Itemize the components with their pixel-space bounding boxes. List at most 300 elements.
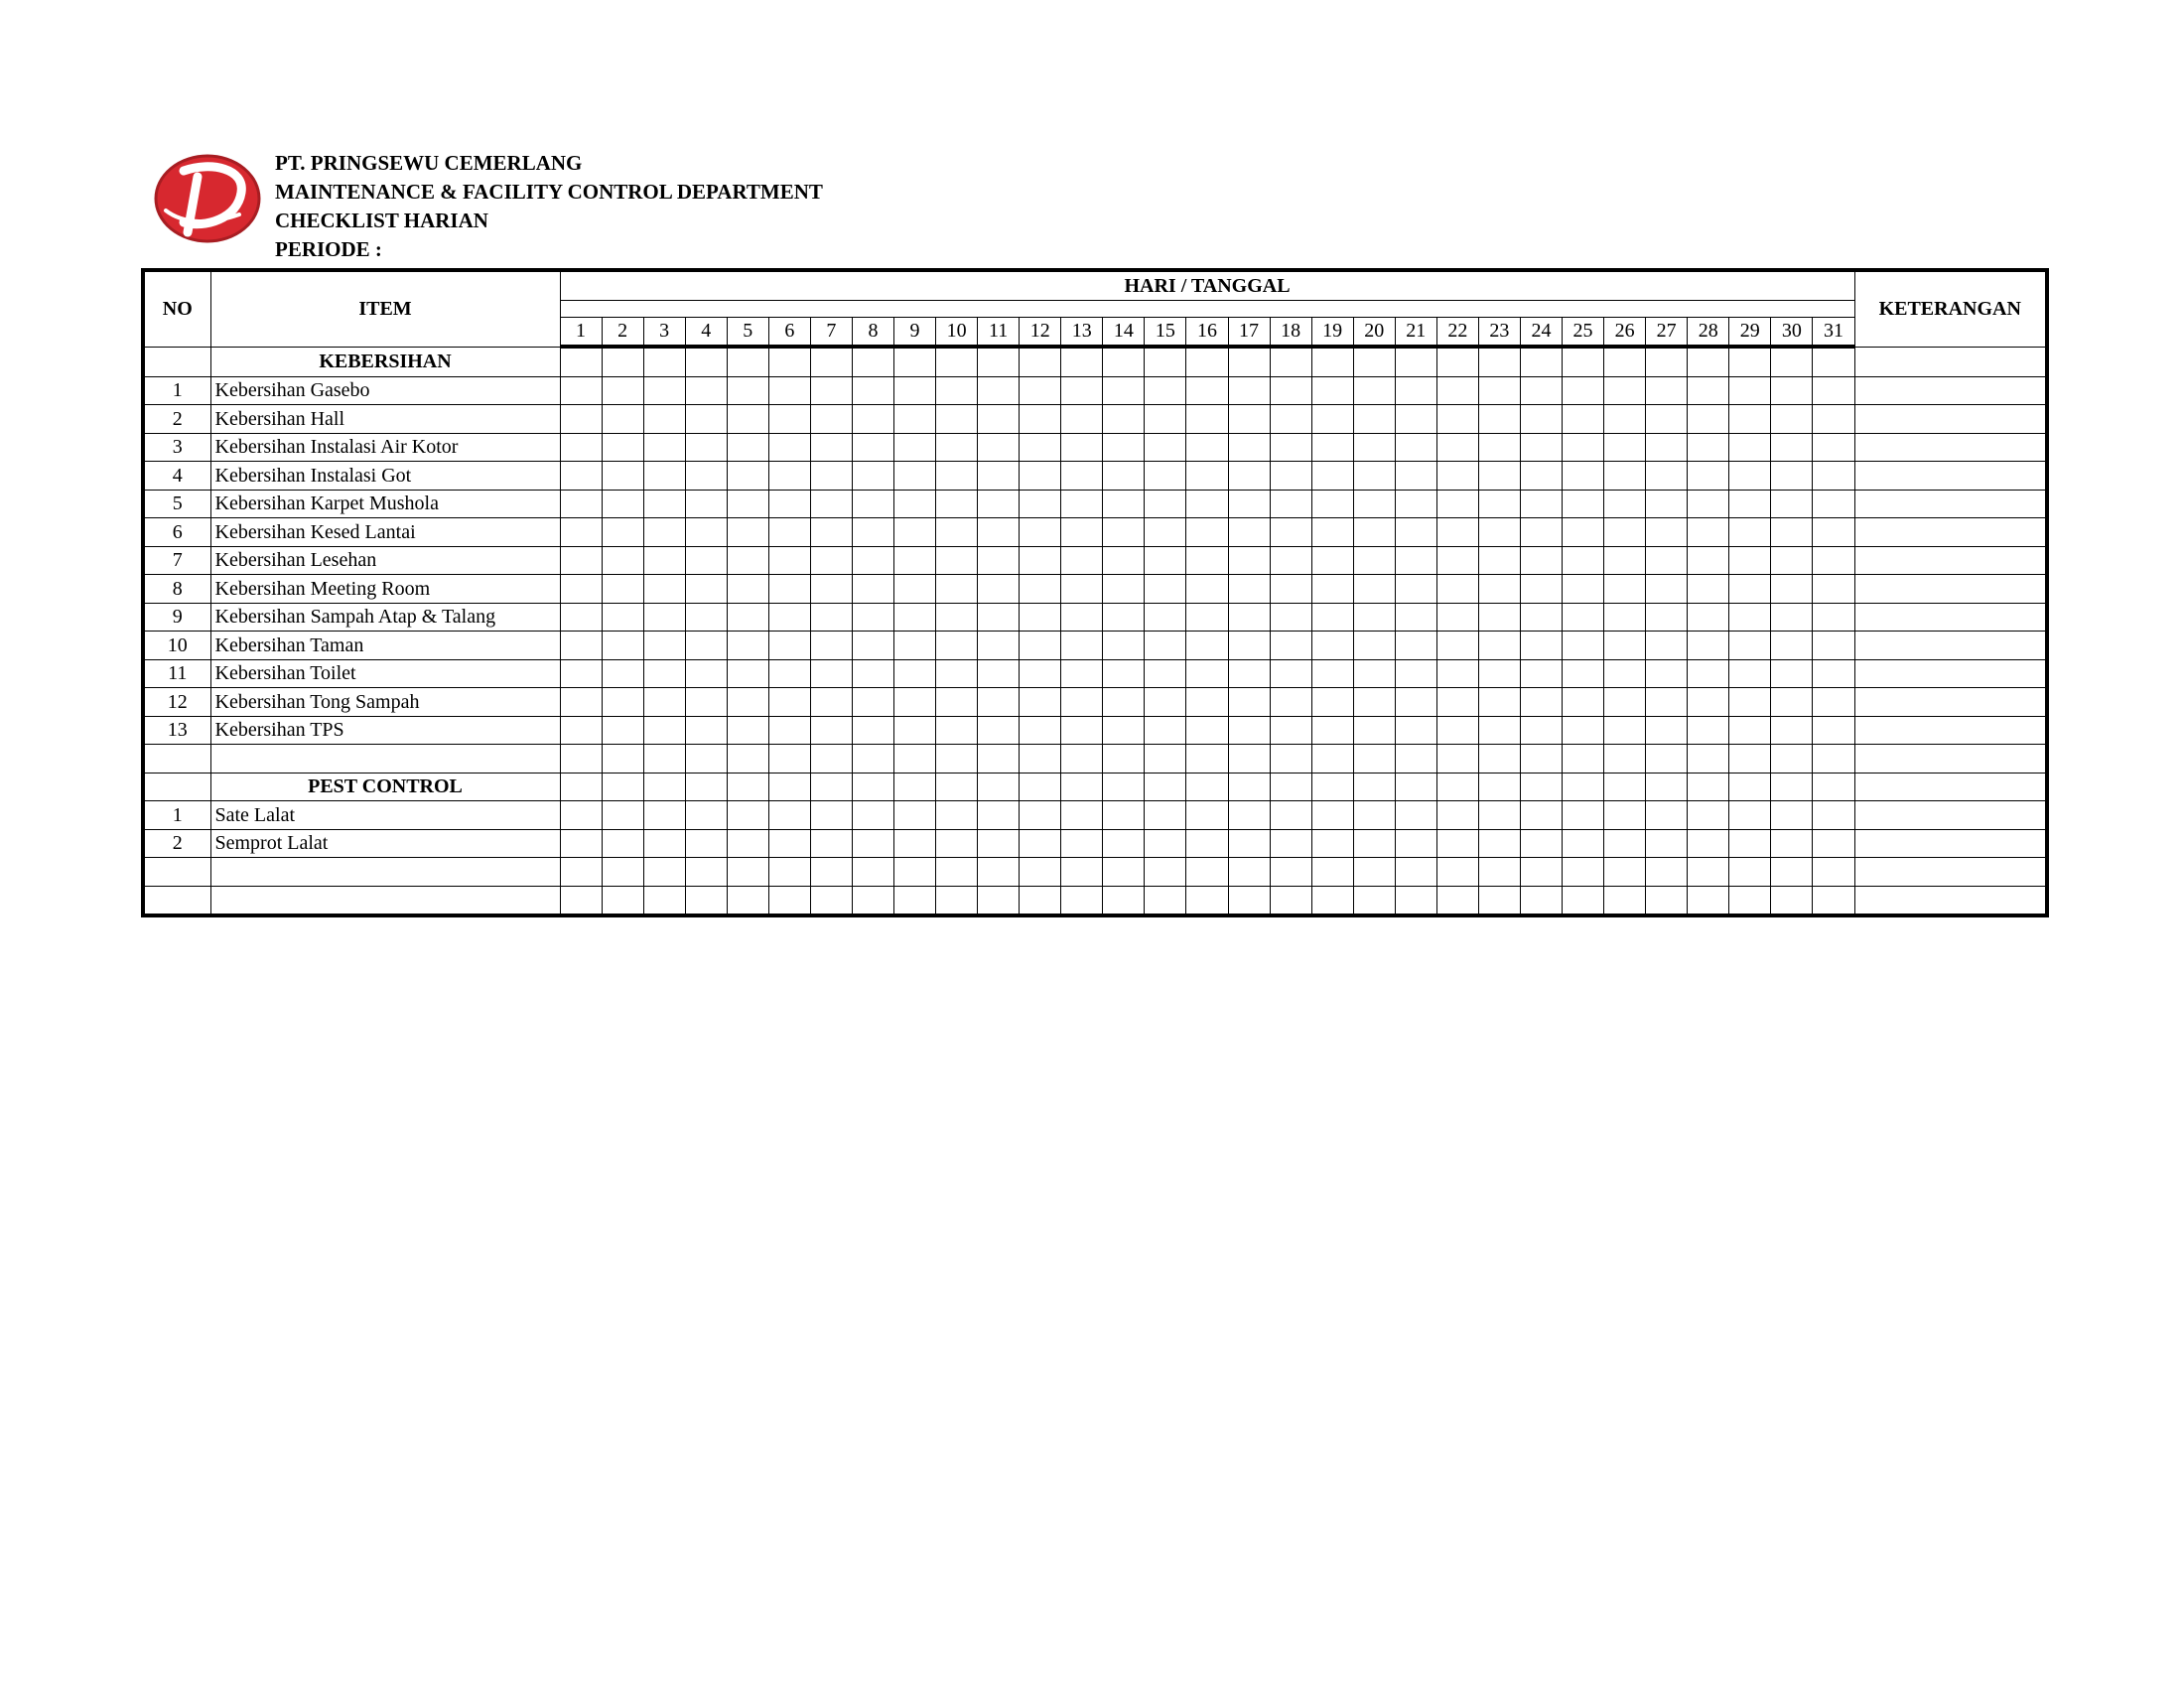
check-cell-day-11[interactable]	[978, 745, 1020, 774]
check-cell-day-5[interactable]	[727, 546, 768, 575]
check-cell-day-13[interactable]	[1061, 886, 1103, 915]
check-cell-day-31[interactable]	[1813, 347, 1854, 376]
check-cell-day-2[interactable]	[602, 829, 643, 858]
check-cell-day-2[interactable]	[602, 773, 643, 801]
check-cell-day-17[interactable]	[1228, 716, 1270, 745]
check-cell-day-31[interactable]	[1813, 632, 1854, 660]
check-cell-day-27[interactable]	[1646, 659, 1688, 688]
check-cell-day-28[interactable]	[1688, 858, 1729, 887]
check-cell-day-5[interactable]	[727, 659, 768, 688]
check-cell-day-8[interactable]	[852, 716, 893, 745]
check-cell-day-28[interactable]	[1688, 688, 1729, 717]
check-cell-day-9[interactable]	[894, 347, 936, 376]
check-cell-day-31[interactable]	[1813, 659, 1854, 688]
check-cell-day-17[interactable]	[1228, 490, 1270, 518]
check-cell-day-4[interactable]	[685, 603, 727, 632]
check-cell-day-26[interactable]	[1604, 801, 1646, 830]
check-cell-day-11[interactable]	[978, 376, 1020, 405]
check-cell-day-15[interactable]	[1145, 490, 1186, 518]
check-cell-day-13[interactable]	[1061, 347, 1103, 376]
check-cell-day-1[interactable]	[560, 433, 602, 462]
check-cell-day-12[interactable]	[1020, 745, 1061, 774]
check-cell-day-13[interactable]	[1061, 773, 1103, 801]
check-cell-day-23[interactable]	[1478, 886, 1520, 915]
check-cell-day-27[interactable]	[1646, 462, 1688, 491]
check-cell-day-16[interactable]	[1186, 405, 1228, 434]
check-cell-day-26[interactable]	[1604, 886, 1646, 915]
check-cell-day-23[interactable]	[1478, 518, 1520, 547]
check-cell-day-17[interactable]	[1228, 659, 1270, 688]
check-cell-day-16[interactable]	[1186, 801, 1228, 830]
check-cell-day-25[interactable]	[1563, 829, 1604, 858]
check-cell-day-24[interactable]	[1520, 688, 1562, 717]
check-cell-day-23[interactable]	[1478, 829, 1520, 858]
check-cell-day-24[interactable]	[1520, 433, 1562, 462]
check-cell-day-1[interactable]	[560, 773, 602, 801]
check-cell-day-18[interactable]	[1270, 716, 1311, 745]
check-cell-day-4[interactable]	[685, 347, 727, 376]
notes-cell[interactable]	[1854, 405, 2047, 434]
notes-cell[interactable]	[1854, 773, 2047, 801]
check-cell-day-21[interactable]	[1395, 659, 1436, 688]
check-cell-day-3[interactable]	[643, 858, 685, 887]
check-cell-day-14[interactable]	[1103, 716, 1145, 745]
check-cell-day-6[interactable]	[768, 433, 810, 462]
check-cell-day-17[interactable]	[1228, 829, 1270, 858]
check-cell-day-19[interactable]	[1311, 773, 1353, 801]
check-cell-day-11[interactable]	[978, 829, 1020, 858]
check-cell-day-10[interactable]	[936, 518, 978, 547]
check-cell-day-11[interactable]	[978, 518, 1020, 547]
check-cell-day-10[interactable]	[936, 829, 978, 858]
check-cell-day-24[interactable]	[1520, 575, 1562, 604]
check-cell-day-4[interactable]	[685, 405, 727, 434]
check-cell-day-1[interactable]	[560, 886, 602, 915]
check-cell-day-28[interactable]	[1688, 347, 1729, 376]
row-number[interactable]	[143, 858, 210, 887]
check-cell-day-11[interactable]	[978, 575, 1020, 604]
check-cell-day-29[interactable]	[1729, 745, 1771, 774]
check-cell-day-17[interactable]	[1228, 575, 1270, 604]
check-cell-day-4[interactable]	[685, 376, 727, 405]
check-cell-day-2[interactable]	[602, 575, 643, 604]
check-cell-day-18[interactable]	[1270, 518, 1311, 547]
check-cell-day-22[interactable]	[1436, 688, 1478, 717]
check-cell-day-22[interactable]	[1436, 546, 1478, 575]
check-cell-day-19[interactable]	[1311, 688, 1353, 717]
check-cell-day-22[interactable]	[1436, 518, 1478, 547]
check-cell-day-30[interactable]	[1771, 575, 1813, 604]
check-cell-day-16[interactable]	[1186, 886, 1228, 915]
check-cell-day-9[interactable]	[894, 603, 936, 632]
check-cell-day-31[interactable]	[1813, 745, 1854, 774]
check-cell-day-12[interactable]	[1020, 575, 1061, 604]
check-cell-day-1[interactable]	[560, 801, 602, 830]
check-cell-day-15[interactable]	[1145, 659, 1186, 688]
check-cell-day-22[interactable]	[1436, 462, 1478, 491]
check-cell-day-22[interactable]	[1436, 773, 1478, 801]
check-cell-day-15[interactable]	[1145, 745, 1186, 774]
check-cell-day-12[interactable]	[1020, 603, 1061, 632]
check-cell-day-22[interactable]	[1436, 632, 1478, 660]
check-cell-day-30[interactable]	[1771, 858, 1813, 887]
check-cell-day-27[interactable]	[1646, 518, 1688, 547]
check-cell-day-24[interactable]	[1520, 801, 1562, 830]
check-cell-day-26[interactable]	[1604, 546, 1646, 575]
check-cell-day-16[interactable]	[1186, 632, 1228, 660]
check-cell-day-18[interactable]	[1270, 405, 1311, 434]
check-cell-day-12[interactable]	[1020, 405, 1061, 434]
check-cell-day-30[interactable]	[1771, 546, 1813, 575]
check-cell-day-22[interactable]	[1436, 858, 1478, 887]
check-cell-day-10[interactable]	[936, 773, 978, 801]
check-cell-day-21[interactable]	[1395, 858, 1436, 887]
check-cell-day-15[interactable]	[1145, 688, 1186, 717]
check-cell-day-22[interactable]	[1436, 405, 1478, 434]
check-cell-day-4[interactable]	[685, 462, 727, 491]
check-cell-day-10[interactable]	[936, 688, 978, 717]
check-cell-day-7[interactable]	[810, 688, 852, 717]
check-cell-day-16[interactable]	[1186, 603, 1228, 632]
notes-cell[interactable]	[1854, 858, 2047, 887]
check-cell-day-20[interactable]	[1353, 405, 1395, 434]
check-cell-day-24[interactable]	[1520, 546, 1562, 575]
check-cell-day-2[interactable]	[602, 632, 643, 660]
check-cell-day-15[interactable]	[1145, 546, 1186, 575]
check-cell-day-23[interactable]	[1478, 575, 1520, 604]
check-cell-day-16[interactable]	[1186, 829, 1228, 858]
check-cell-day-25[interactable]	[1563, 546, 1604, 575]
check-cell-day-3[interactable]	[643, 773, 685, 801]
check-cell-day-26[interactable]	[1604, 632, 1646, 660]
check-cell-day-8[interactable]	[852, 347, 893, 376]
check-cell-day-19[interactable]	[1311, 858, 1353, 887]
check-cell-day-15[interactable]	[1145, 433, 1186, 462]
check-cell-day-6[interactable]	[768, 603, 810, 632]
check-cell-day-20[interactable]	[1353, 829, 1395, 858]
check-cell-day-19[interactable]	[1311, 603, 1353, 632]
check-cell-day-22[interactable]	[1436, 575, 1478, 604]
check-cell-day-7[interactable]	[810, 603, 852, 632]
check-cell-day-9[interactable]	[894, 462, 936, 491]
check-cell-day-10[interactable]	[936, 659, 978, 688]
check-cell-day-2[interactable]	[602, 745, 643, 774]
check-cell-day-20[interactable]	[1353, 858, 1395, 887]
check-cell-day-8[interactable]	[852, 632, 893, 660]
check-cell-day-2[interactable]	[602, 858, 643, 887]
check-cell-day-8[interactable]	[852, 688, 893, 717]
check-cell-day-27[interactable]	[1646, 405, 1688, 434]
check-cell-day-27[interactable]	[1646, 632, 1688, 660]
check-cell-day-20[interactable]	[1353, 603, 1395, 632]
check-cell-day-13[interactable]	[1061, 575, 1103, 604]
notes-cell[interactable]	[1854, 886, 2047, 915]
check-cell-day-21[interactable]	[1395, 347, 1436, 376]
check-cell-day-4[interactable]	[685, 575, 727, 604]
check-cell-day-10[interactable]	[936, 801, 978, 830]
check-cell-day-5[interactable]	[727, 801, 768, 830]
check-cell-day-12[interactable]	[1020, 773, 1061, 801]
check-cell-day-28[interactable]	[1688, 376, 1729, 405]
check-cell-day-29[interactable]	[1729, 659, 1771, 688]
check-cell-day-23[interactable]	[1478, 376, 1520, 405]
notes-cell[interactable]	[1854, 347, 2047, 376]
check-cell-day-29[interactable]	[1729, 405, 1771, 434]
check-cell-day-8[interactable]	[852, 376, 893, 405]
check-cell-day-20[interactable]	[1353, 518, 1395, 547]
check-cell-day-25[interactable]	[1563, 376, 1604, 405]
check-cell-day-13[interactable]	[1061, 546, 1103, 575]
check-cell-day-8[interactable]	[852, 575, 893, 604]
check-cell-day-6[interactable]	[768, 858, 810, 887]
check-cell-day-1[interactable]	[560, 462, 602, 491]
check-cell-day-31[interactable]	[1813, 405, 1854, 434]
check-cell-day-14[interactable]	[1103, 518, 1145, 547]
check-cell-day-7[interactable]	[810, 462, 852, 491]
check-cell-day-14[interactable]	[1103, 688, 1145, 717]
check-cell-day-1[interactable]	[560, 632, 602, 660]
check-cell-day-11[interactable]	[978, 462, 1020, 491]
check-cell-day-24[interactable]	[1520, 858, 1562, 887]
check-cell-day-31[interactable]	[1813, 603, 1854, 632]
check-cell-day-17[interactable]	[1228, 858, 1270, 887]
check-cell-day-25[interactable]	[1563, 462, 1604, 491]
check-cell-day-13[interactable]	[1061, 858, 1103, 887]
check-cell-day-20[interactable]	[1353, 376, 1395, 405]
check-cell-day-7[interactable]	[810, 490, 852, 518]
check-cell-day-14[interactable]	[1103, 886, 1145, 915]
check-cell-day-27[interactable]	[1646, 603, 1688, 632]
check-cell-day-15[interactable]	[1145, 405, 1186, 434]
check-cell-day-25[interactable]	[1563, 773, 1604, 801]
check-cell-day-28[interactable]	[1688, 886, 1729, 915]
check-cell-day-8[interactable]	[852, 603, 893, 632]
check-cell-day-23[interactable]	[1478, 716, 1520, 745]
check-cell-day-30[interactable]	[1771, 490, 1813, 518]
check-cell-day-1[interactable]	[560, 745, 602, 774]
check-cell-day-20[interactable]	[1353, 659, 1395, 688]
check-cell-day-16[interactable]	[1186, 745, 1228, 774]
check-cell-day-23[interactable]	[1478, 433, 1520, 462]
check-cell-day-22[interactable]	[1436, 829, 1478, 858]
check-cell-day-8[interactable]	[852, 886, 893, 915]
check-cell-day-7[interactable]	[810, 405, 852, 434]
check-cell-day-9[interactable]	[894, 405, 936, 434]
check-cell-day-23[interactable]	[1478, 462, 1520, 491]
check-cell-day-6[interactable]	[768, 462, 810, 491]
check-cell-day-6[interactable]	[768, 405, 810, 434]
check-cell-day-28[interactable]	[1688, 632, 1729, 660]
check-cell-day-24[interactable]	[1520, 632, 1562, 660]
check-cell-day-1[interactable]	[560, 829, 602, 858]
row-number[interactable]	[143, 886, 210, 915]
check-cell-day-11[interactable]	[978, 801, 1020, 830]
check-cell-day-27[interactable]	[1646, 716, 1688, 745]
check-cell-day-8[interactable]	[852, 829, 893, 858]
check-cell-day-31[interactable]	[1813, 376, 1854, 405]
check-cell-day-9[interactable]	[894, 659, 936, 688]
check-cell-day-3[interactable]	[643, 518, 685, 547]
check-cell-day-17[interactable]	[1228, 405, 1270, 434]
check-cell-day-8[interactable]	[852, 405, 893, 434]
row-item-name[interactable]	[210, 858, 560, 887]
check-cell-day-21[interactable]	[1395, 518, 1436, 547]
check-cell-day-24[interactable]	[1520, 773, 1562, 801]
notes-cell[interactable]	[1854, 518, 2047, 547]
check-cell-day-21[interactable]	[1395, 433, 1436, 462]
check-cell-day-28[interactable]	[1688, 490, 1729, 518]
check-cell-day-16[interactable]	[1186, 659, 1228, 688]
check-cell-day-12[interactable]	[1020, 659, 1061, 688]
check-cell-day-6[interactable]	[768, 745, 810, 774]
check-cell-day-16[interactable]	[1186, 773, 1228, 801]
check-cell-day-7[interactable]	[810, 858, 852, 887]
check-cell-day-16[interactable]	[1186, 688, 1228, 717]
check-cell-day-5[interactable]	[727, 603, 768, 632]
check-cell-day-26[interactable]	[1604, 688, 1646, 717]
check-cell-day-15[interactable]	[1145, 829, 1186, 858]
check-cell-day-2[interactable]	[602, 518, 643, 547]
check-cell-day-11[interactable]	[978, 688, 1020, 717]
check-cell-day-8[interactable]	[852, 462, 893, 491]
check-cell-day-31[interactable]	[1813, 886, 1854, 915]
check-cell-day-8[interactable]	[852, 546, 893, 575]
check-cell-day-11[interactable]	[978, 659, 1020, 688]
check-cell-day-17[interactable]	[1228, 433, 1270, 462]
check-cell-day-15[interactable]	[1145, 716, 1186, 745]
check-cell-day-26[interactable]	[1604, 858, 1646, 887]
check-cell-day-24[interactable]	[1520, 518, 1562, 547]
check-cell-day-29[interactable]	[1729, 433, 1771, 462]
check-cell-day-27[interactable]	[1646, 886, 1688, 915]
check-cell-day-19[interactable]	[1311, 575, 1353, 604]
check-cell-day-3[interactable]	[643, 886, 685, 915]
check-cell-day-20[interactable]	[1353, 632, 1395, 660]
check-cell-day-5[interactable]	[727, 773, 768, 801]
check-cell-day-15[interactable]	[1145, 518, 1186, 547]
check-cell-day-5[interactable]	[727, 858, 768, 887]
notes-cell[interactable]	[1854, 659, 2047, 688]
check-cell-day-2[interactable]	[602, 405, 643, 434]
check-cell-day-19[interactable]	[1311, 829, 1353, 858]
check-cell-day-16[interactable]	[1186, 433, 1228, 462]
check-cell-day-15[interactable]	[1145, 462, 1186, 491]
check-cell-day-19[interactable]	[1311, 433, 1353, 462]
check-cell-day-28[interactable]	[1688, 575, 1729, 604]
check-cell-day-16[interactable]	[1186, 518, 1228, 547]
check-cell-day-13[interactable]	[1061, 462, 1103, 491]
check-cell-day-18[interactable]	[1270, 603, 1311, 632]
check-cell-day-9[interactable]	[894, 632, 936, 660]
check-cell-day-23[interactable]	[1478, 405, 1520, 434]
check-cell-day-29[interactable]	[1729, 347, 1771, 376]
check-cell-day-17[interactable]	[1228, 518, 1270, 547]
check-cell-day-6[interactable]	[768, 829, 810, 858]
check-cell-day-16[interactable]	[1186, 858, 1228, 887]
check-cell-day-31[interactable]	[1813, 716, 1854, 745]
check-cell-day-12[interactable]	[1020, 546, 1061, 575]
check-cell-day-22[interactable]	[1436, 603, 1478, 632]
check-cell-day-8[interactable]	[852, 659, 893, 688]
check-cell-day-4[interactable]	[685, 858, 727, 887]
check-cell-day-9[interactable]	[894, 773, 936, 801]
check-cell-day-27[interactable]	[1646, 347, 1688, 376]
check-cell-day-13[interactable]	[1061, 518, 1103, 547]
check-cell-day-29[interactable]	[1729, 716, 1771, 745]
check-cell-day-18[interactable]	[1270, 347, 1311, 376]
check-cell-day-5[interactable]	[727, 688, 768, 717]
check-cell-day-28[interactable]	[1688, 659, 1729, 688]
check-cell-day-23[interactable]	[1478, 773, 1520, 801]
check-cell-day-25[interactable]	[1563, 347, 1604, 376]
check-cell-day-4[interactable]	[685, 801, 727, 830]
check-cell-day-25[interactable]	[1563, 603, 1604, 632]
check-cell-day-4[interactable]	[685, 490, 727, 518]
check-cell-day-9[interactable]	[894, 433, 936, 462]
check-cell-day-20[interactable]	[1353, 688, 1395, 717]
check-cell-day-19[interactable]	[1311, 405, 1353, 434]
check-cell-day-25[interactable]	[1563, 659, 1604, 688]
check-cell-day-14[interactable]	[1103, 546, 1145, 575]
check-cell-day-14[interactable]	[1103, 376, 1145, 405]
check-cell-day-2[interactable]	[602, 716, 643, 745]
check-cell-day-18[interactable]	[1270, 886, 1311, 915]
check-cell-day-20[interactable]	[1353, 716, 1395, 745]
check-cell-day-9[interactable]	[894, 518, 936, 547]
check-cell-day-10[interactable]	[936, 603, 978, 632]
check-cell-day-10[interactable]	[936, 575, 978, 604]
check-cell-day-24[interactable]	[1520, 462, 1562, 491]
check-cell-day-30[interactable]	[1771, 829, 1813, 858]
check-cell-day-21[interactable]	[1395, 575, 1436, 604]
check-cell-day-18[interactable]	[1270, 490, 1311, 518]
check-cell-day-26[interactable]	[1604, 745, 1646, 774]
check-cell-day-13[interactable]	[1061, 405, 1103, 434]
check-cell-day-3[interactable]	[643, 745, 685, 774]
check-cell-day-28[interactable]	[1688, 462, 1729, 491]
check-cell-day-10[interactable]	[936, 347, 978, 376]
check-cell-day-18[interactable]	[1270, 575, 1311, 604]
check-cell-day-25[interactable]	[1563, 433, 1604, 462]
check-cell-day-23[interactable]	[1478, 801, 1520, 830]
check-cell-day-14[interactable]	[1103, 829, 1145, 858]
check-cell-day-17[interactable]	[1228, 546, 1270, 575]
check-cell-day-14[interactable]	[1103, 773, 1145, 801]
check-cell-day-19[interactable]	[1311, 518, 1353, 547]
check-cell-day-12[interactable]	[1020, 886, 1061, 915]
check-cell-day-10[interactable]	[936, 376, 978, 405]
check-cell-day-7[interactable]	[810, 518, 852, 547]
check-cell-day-7[interactable]	[810, 546, 852, 575]
notes-cell[interactable]	[1854, 745, 2047, 774]
check-cell-day-18[interactable]	[1270, 858, 1311, 887]
check-cell-day-22[interactable]	[1436, 490, 1478, 518]
row-item-name[interactable]	[210, 745, 560, 774]
check-cell-day-9[interactable]	[894, 688, 936, 717]
check-cell-day-3[interactable]	[643, 575, 685, 604]
check-cell-day-24[interactable]	[1520, 405, 1562, 434]
check-cell-day-28[interactable]	[1688, 433, 1729, 462]
check-cell-day-22[interactable]	[1436, 347, 1478, 376]
check-cell-day-12[interactable]	[1020, 716, 1061, 745]
check-cell-day-17[interactable]	[1228, 886, 1270, 915]
check-cell-day-7[interactable]	[810, 801, 852, 830]
check-cell-day-2[interactable]	[602, 462, 643, 491]
check-cell-day-30[interactable]	[1771, 745, 1813, 774]
check-cell-day-7[interactable]	[810, 347, 852, 376]
check-cell-day-4[interactable]	[685, 433, 727, 462]
check-cell-day-17[interactable]	[1228, 801, 1270, 830]
